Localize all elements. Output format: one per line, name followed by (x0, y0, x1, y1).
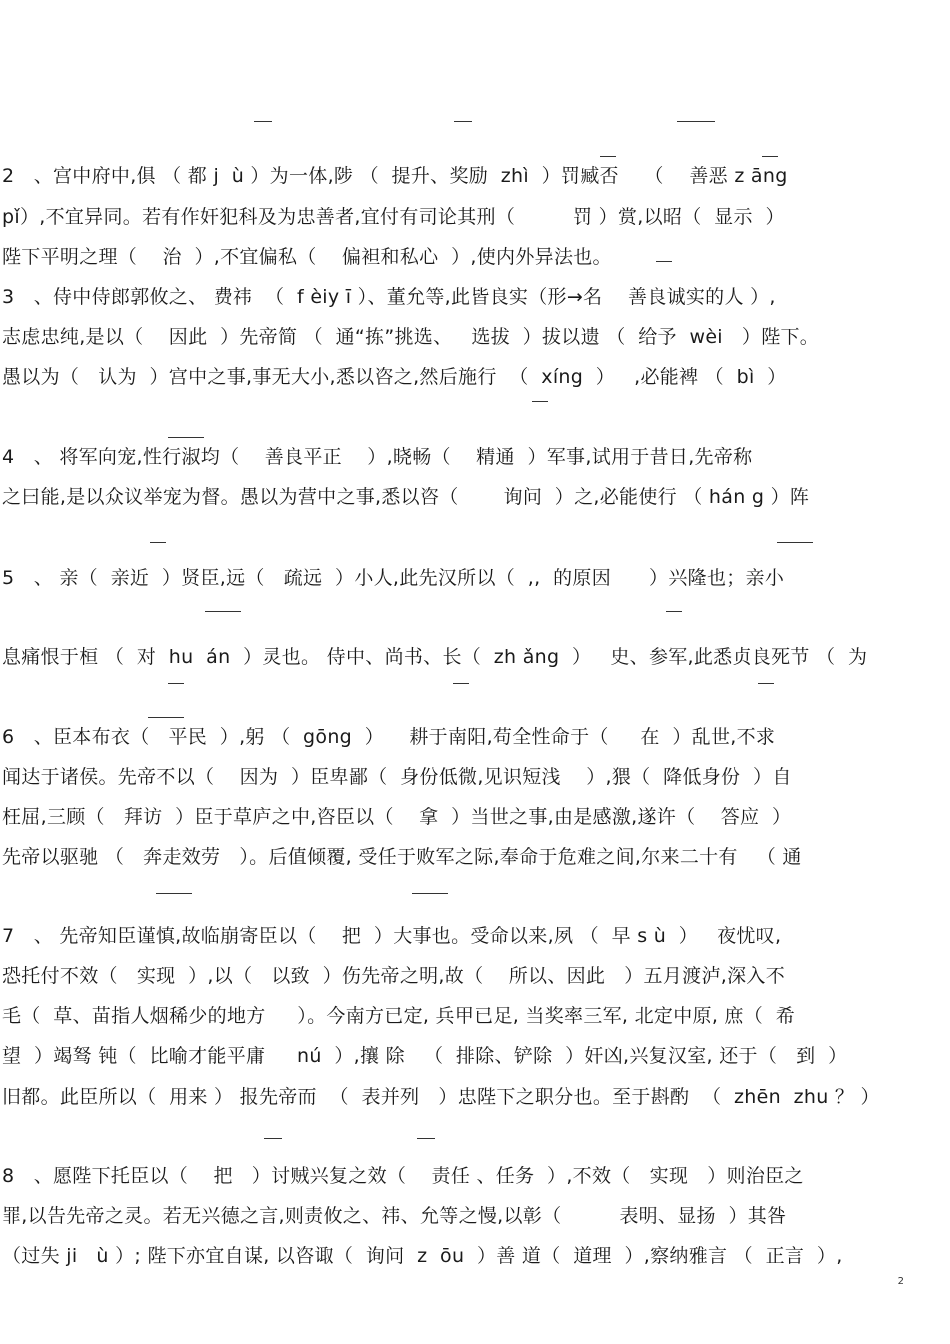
text-line: 恐托付不效（ 实现 ）,以（ 以致 ）伤先帝之明,故（ 所以、因此 ）五月渡泸,深入不 (2, 965, 785, 987)
underline-mark (264, 1138, 282, 1139)
text-line: 4 、 将军向宠,性行淑均（ 善良平正 ）,晓畅（ 精通 ）军事,试用于昔日,先帝称 (2, 446, 753, 468)
text-line: （过失 ji ù ）; 陛下亦宜自谋, 以咨诹（ 询问 z ōu ）善 道（ 道理 ）,察纳雅言 （ 正言 ）, (2, 1245, 843, 1267)
underline-mark (205, 611, 241, 612)
underline-mark (532, 401, 548, 402)
underline-mark (666, 611, 682, 612)
text-line: 志虑忠纯,是以（ 因此 ）先帝简 （ 通“拣”挑选、 选拔 ）拔以遗 （ 给予 wèi ）陛下。 (2, 326, 820, 348)
text-line: 闻达于诸侯。先帝不以（ 因为 ）臣卑鄙（ 身份低微,见识短浅 ）,猥（ 降低身份 ）自 (2, 766, 792, 788)
text-line: 6 、臣本布衣（ 平民 ）,躬 （ gōng ） 耕于南阳,苟全性命于（ 在 ）乱世,不求 (2, 726, 776, 748)
text-line: 枉屈,三顾（ 拜访 ）臣于草庐之中,咨臣以（ 拿 ）当世之事,由是感激,遂许（ 答应 ） (2, 806, 792, 828)
underline-mark (656, 261, 672, 262)
underline-mark (168, 683, 184, 684)
text-line: 望 ）竭驽 钝（ 比喻才能平庸 nú ）,攘 除 （ 排除、铲除 ）奸凶,兴复汉室, 还于（ 到 ） (2, 1045, 848, 1067)
text-line: 7 、 先帝知臣谨慎,故临崩寄臣以（ 把 ）大事也。受命以来,夙 （ 早 s ù ） 夜忧叹, (2, 925, 782, 947)
text-line: 毛（ 草、苗指人烟稀少的地方 ）。今南方已定, 兵甲已足, 当奖率三军, 北定中原, 庶（ 希 (2, 1005, 796, 1027)
text-line: 旧都。此臣所以（ 用来 ） 报先帝而 （ 表并列 ）忠陛下之职分也。至于斟酌 （ zhēn zhu ？ ） (2, 1086, 880, 1108)
underline-mark (762, 156, 778, 157)
underline-mark (254, 121, 272, 122)
underline-mark (600, 156, 616, 157)
text-line: 3 、侍中侍郎郭攸之、 费祎 （ f èiy ī ）、董允等,此皆良实（形→名 善良诚实的人 ）, (2, 286, 776, 308)
text-line: 5 、 亲（ 亲近 ）贤臣,远（ 疏远 ）小人,此先汉所以（ ,, 的原因 ）兴隆也；亲小 (2, 567, 785, 589)
underline-mark (677, 121, 715, 122)
underline-mark (453, 683, 469, 684)
text-line: 2 、宫中府中,俱 （ 都 j ù ）为一体,陟 （ 提升、奖励 zhì ）罚臧否 （ 善恶 z āng (2, 165, 788, 187)
text-line: 先帝以驱驰 （ 奔走效劳 ）。后值倾覆, 受任于败军之际,奉命于危难之间,尔来二十有 （ 通 (2, 846, 802, 868)
text-line: 罪,以告先帝之灵。若无兴德之言,则责攸之、祎、允等之慢,以彰（ 表明、显扬 ）其咎 (2, 1205, 787, 1227)
underline-mark (758, 683, 774, 684)
underline-mark (417, 1138, 435, 1139)
underline-mark (148, 717, 184, 718)
underline-mark (777, 542, 813, 543)
underline-mark (150, 542, 166, 543)
text-line: 息痛恨于桓 （ 对 hu án ）灵也。 侍中、尚书、长（ zh ǎng ） 史、参军,此悉贞良死节 （ 为 (2, 646, 868, 668)
page-number: 2 (897, 1276, 904, 1287)
text-line: pǐ）,不宜异同。若有作奸犯科及为忠善者,宜付有司论其刑（ 罚 ）赏,以昭（ 显示 ） (2, 206, 785, 228)
text-line: 之曰能,是以众议举宠为督。愚以为营中之事,悉以咨（ 询问 ）之,必能使行 （ hán g ）阵 (2, 486, 810, 508)
text-line: 愚以为（ 认为 ）宫中之事,事无大小,悉以咨之,然后施行 （ xíng ） ,必能裨 （ bì ） (2, 366, 787, 388)
underline-mark (412, 893, 448, 894)
underline-mark (168, 437, 204, 438)
underline-mark (454, 121, 472, 122)
underline-mark (156, 893, 192, 894)
text-line: 8 、愿陛下托臣以（ 把 ）讨贼兴复之效（ 责任 、任务 ）,不效（ 实现 ）则治臣之 (2, 1165, 804, 1187)
text-line: 陛下平明之理（ 治 ）,不宜偏私（ 偏袒和私心 ）,使内外异法也。 (2, 246, 612, 268)
